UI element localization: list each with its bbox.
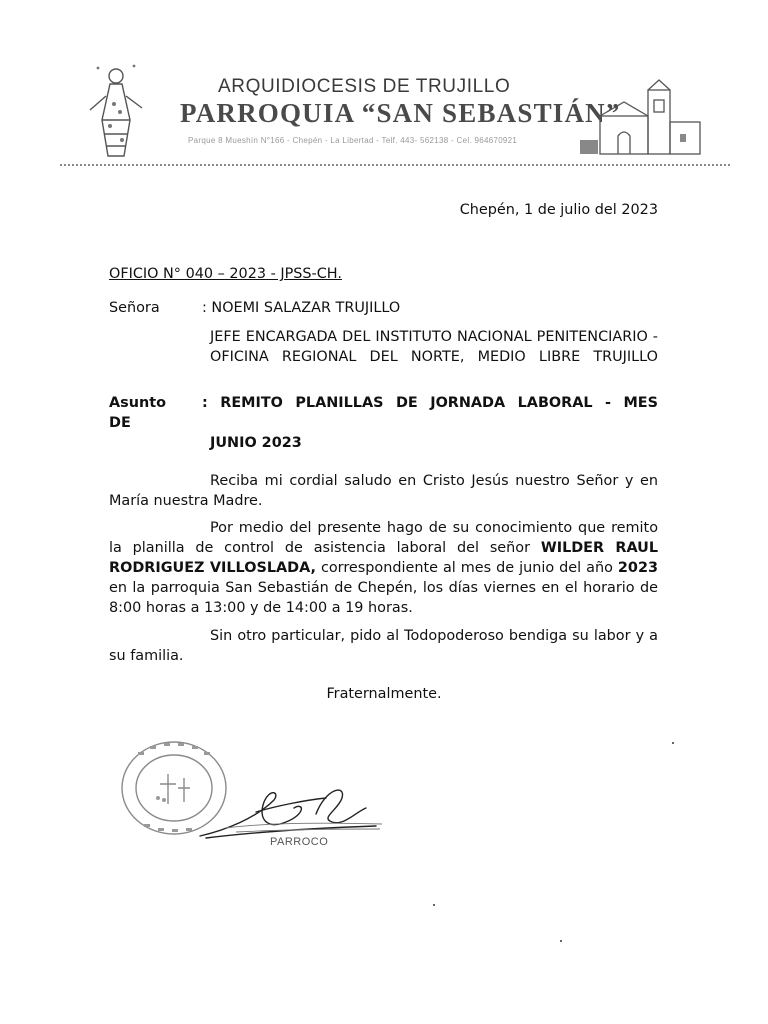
archdiocese-name: ARQUIDIOCESIS DE TRUJILLO (218, 76, 511, 97)
subject-line-continued: JUNIO 2023 (210, 435, 302, 451)
signature-icon (196, 778, 391, 843)
addressee-name: : NOEMI SALAZAR TRUJILLO (202, 300, 401, 316)
closing: Fraternalmente. (326, 686, 442, 702)
body-text-1: Por medio del presente hago de su conocimiento que remito la planilla de control de asistencia laboral del señor (109, 520, 658, 556)
addressee-title: JEFE ENCARGADA DEL INSTITUTO NACIONAL PENITENCIARIO - OFICINA REGIONAL DEL NORTE, MEDIO LIBRE TRUJILLO (210, 329, 658, 365)
reference-number: OFICIO N° 040 – 2023 - JPSS-CH. (109, 266, 342, 282)
letter-date: Chepén, 1 de julio del 2023 (459, 202, 658, 218)
farewell-text: Sin otro particular, pido al Todopoderoso bendiga su labor y a su familia. (109, 628, 658, 664)
subject-label: Asunto (109, 395, 166, 411)
body-paragraph (109, 518, 658, 618)
letterhead (60, 60, 730, 175)
subject-line: : REMITO PLANILLAS DE JORNADA LABORAL - MES (202, 395, 658, 411)
worker-name: WILDER RAUL RODRIGUEZ VILLOSLADA, (109, 540, 658, 576)
scan-speck (672, 742, 674, 744)
greeting-text: Reciba mi cordial saludo en Cristo Jesús nuestro Señor y en María nuestra Madre. (109, 473, 658, 509)
body-text-2: correspondiente al mes de junio del año (315, 560, 618, 576)
church-icon (580, 78, 710, 158)
parish-name: PARROQUIA “SAN SEBASTIÁN” (180, 98, 621, 128)
addressee-label: Señora (109, 300, 160, 316)
signer-role: PARROCO (270, 836, 329, 848)
body-year: 2023 (617, 560, 658, 576)
letterhead-divider (60, 164, 730, 166)
farewell-paragraph (109, 626, 658, 666)
scan-speck (433, 904, 435, 906)
saint-figure-icon (80, 60, 150, 160)
scan-speck (560, 940, 562, 942)
body-text-3: en la parroquia San Sebastián de Chepén, los días viernes en el horario de 8:00 horas a 13:00 y de 14:00 a 19 horas. (109, 580, 658, 616)
greeting-paragraph (109, 471, 658, 511)
subject-label-continued: DE (109, 415, 131, 431)
parish-address: Parque 8 Mueshín N°166 - Chepén - La Libertad - Telf. 443- 562138 - Cel. 964670921 (188, 136, 518, 145)
